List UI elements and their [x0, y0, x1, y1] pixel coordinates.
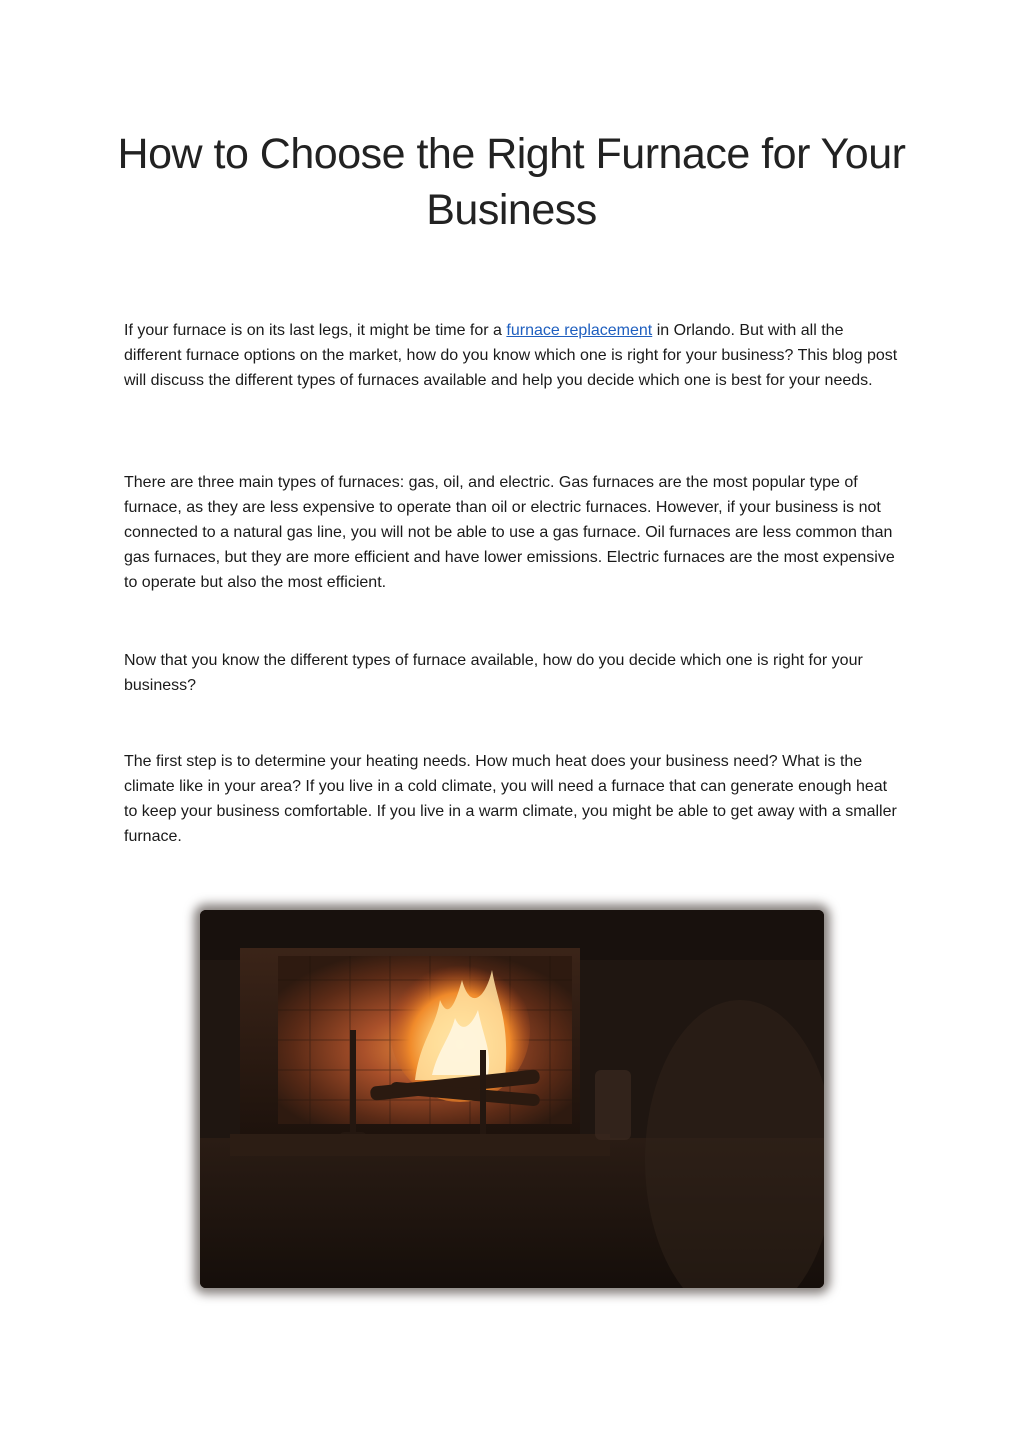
furnace-replacement-link[interactable]: furnace replacement: [506, 322, 653, 339]
title-line-1: How to Choose the Right Furnace for Your: [117, 130, 906, 178]
paragraph-intro: [124, 318, 904, 393]
intro-text-before-link: If your furnace is on its last legs, it might be time for a: [124, 322, 507, 339]
paragraph-furnace-types: There are three main types of furnaces: gas, oil, and electric. Gas furnaces are the most popular type of furnace, as they are less expensive to operate than oil or electric furnaces. However, if your business is not connected to a natural gas line, you will not be able to use a gas furnace. Oil furnaces are less common than gas furnaces, but they are more efficient and have lower emissions. Electric furnaces are the most expensive to operate but also the most efficient.: [124, 474, 895, 591]
hearth-ledge: [230, 1134, 610, 1156]
side-vase: [595, 1070, 631, 1140]
title-line-2: Business: [426, 186, 597, 234]
document-title: [90, 126, 933, 238]
paragraph-decide: Now that you know the different types of furnace available, how do you decide which one is right for your business?: [124, 652, 863, 694]
paragraph-heating-needs: The first step is to determine your heating needs. How much heat does your business need? What is the climate like in your area? If you live in a cold climate, you will need a furnace that can generate enough heat to keep your business comfortable. If you live in a warm climate, you might be able to get away with a smaller furnace.: [124, 753, 897, 845]
fireplace-illustration: [200, 910, 824, 1288]
intro-text-after-link: in Orlando. But with all the different furnace options on the market, how do you know which one is right for your business? This blog post will discuss the different types of furnaces available and help you decide which one is best for your needs.: [124, 322, 898, 389]
fireplace-photo: [200, 910, 824, 1288]
